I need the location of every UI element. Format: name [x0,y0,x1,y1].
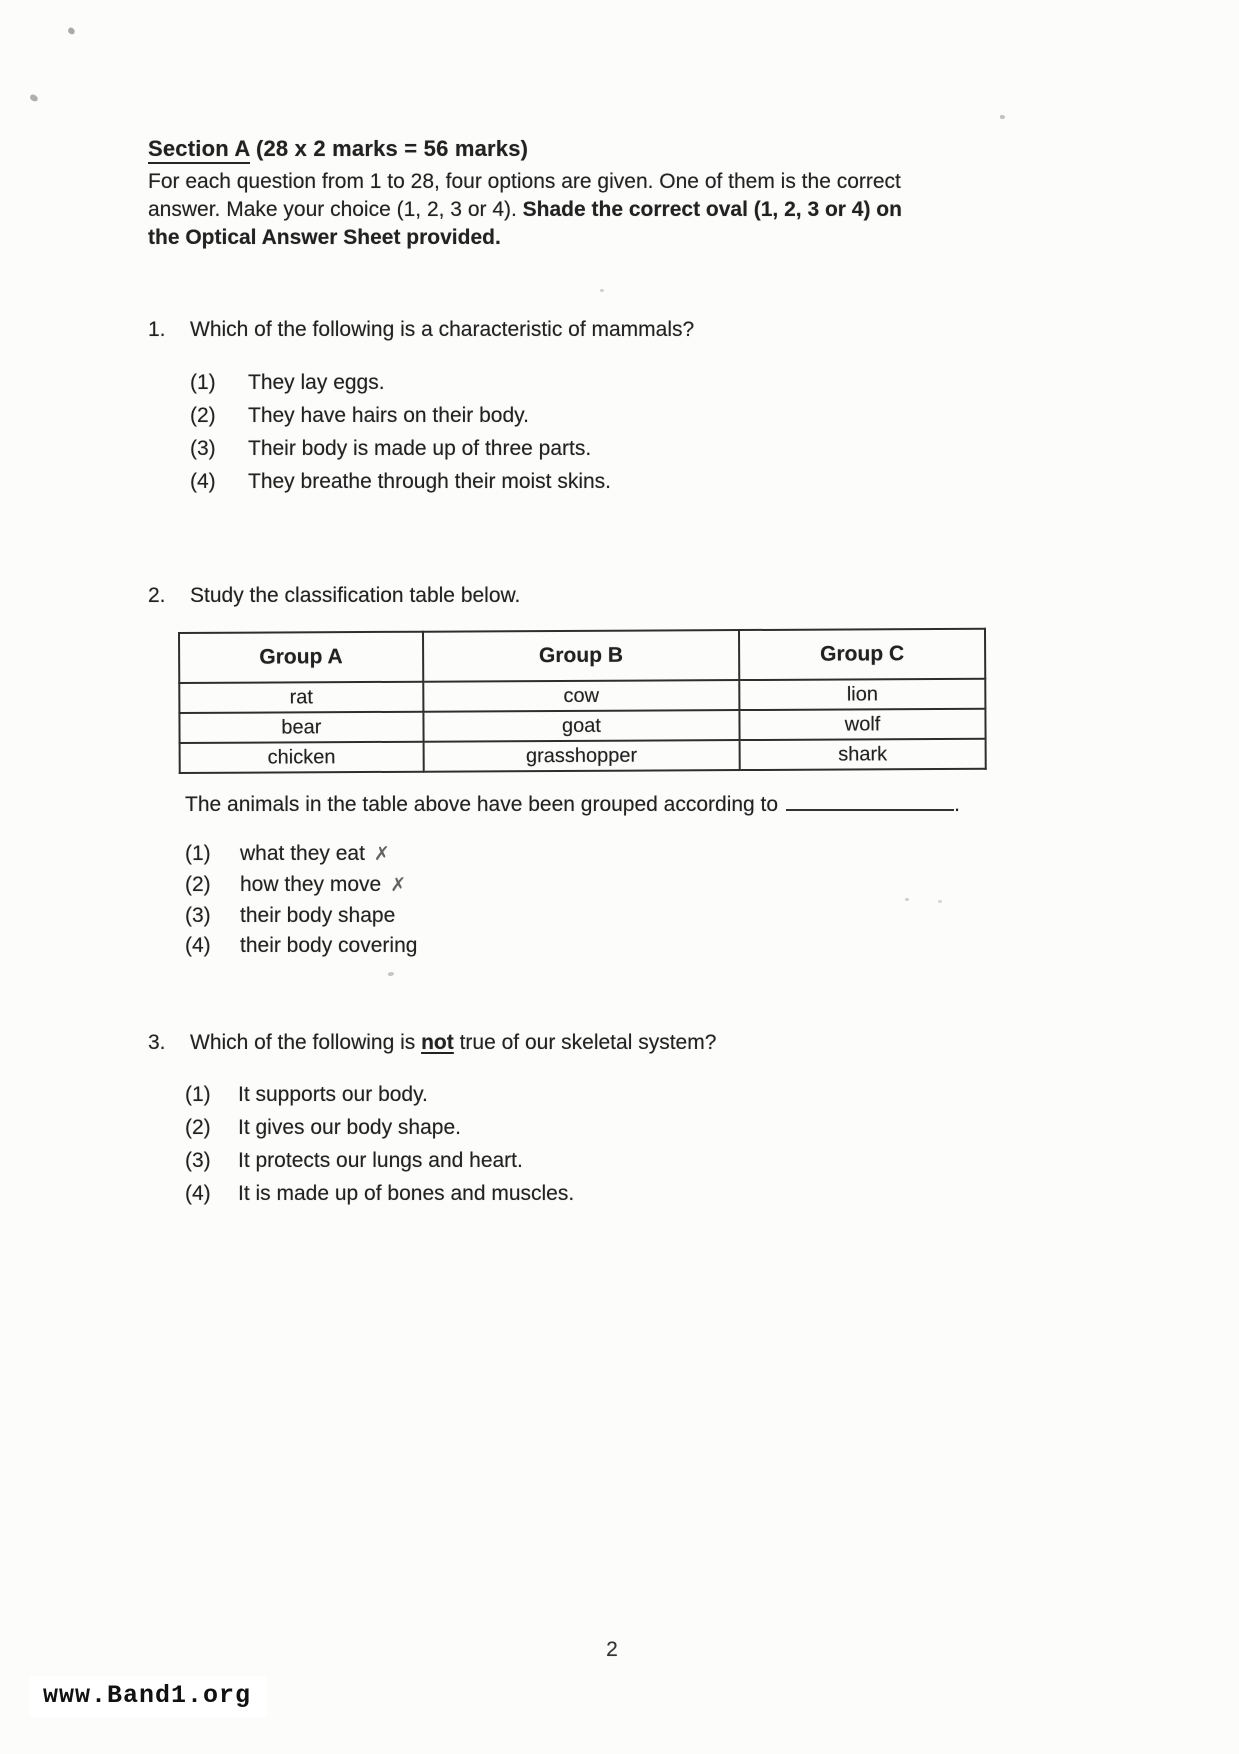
option-row [185,931,417,961]
question-text-before: Which of the following is [190,1031,422,1054]
option-row [185,870,417,901]
pencil-cross-mark: ✗ [390,875,407,896]
question-text-after: true of our skeletal system? [453,1031,717,1054]
instructions-line-2: answer. Make your choice (1, 2, 3 or 4). [148,198,523,221]
scan-speck [905,898,909,901]
scan-speck [388,971,395,976]
option-label: (2) [185,1116,211,1139]
stem-period: . [954,793,960,816]
table-cell: chicken [180,742,424,773]
table-cell: grasshopper [423,740,739,772]
option-text: They lay eggs. [248,371,385,394]
stem-text: The animals in the table above have been grouped according to [185,793,779,816]
table-row [180,739,986,773]
section-marks: (28 x 2 marks = 56 marks) [249,136,529,161]
option-text: They breathe through their moist skins. [248,470,612,493]
question-number: 1. [148,318,166,341]
section-heading [148,136,528,162]
table-header-cell: Group B [423,630,740,682]
table-cell: lion [739,679,985,710]
table-header-row [179,629,985,683]
scan-speck [29,94,39,103]
option-row [185,839,417,870]
question-text: Study the classification table below. [190,584,521,607]
option-label: (1) [185,842,211,865]
option-text: what they eat [240,842,365,865]
table-cell: goat [423,710,739,742]
table-header-cell: Group C [739,629,985,680]
question-text-not: not [421,1031,454,1054]
option-row [185,1177,574,1210]
table-cell: shark [740,739,986,770]
option-label: (4) [185,934,211,957]
table-cell: bear [179,712,423,743]
question-3 [148,1031,716,1055]
option-label: (2) [190,404,216,427]
instructions-line-1: For each question from 1 to 28, four options are given. One of them is the correct [148,170,901,193]
option-row [185,901,417,931]
table-header-cell: Group A [179,632,423,683]
instructions-line-2-bold: Shade the correct oval (1, 2, 3 or 4) on [522,198,902,221]
watermark: www.Band1.org [30,1676,267,1717]
table-row [179,709,985,743]
question-3-options [185,1078,574,1210]
option-row [190,432,611,465]
question-2-stem [185,793,960,817]
table-row [179,679,985,713]
option-text: It protects our lungs and heart. [238,1149,523,1172]
question-2 [148,584,520,608]
question-1 [148,318,694,342]
question-number: 3. [148,1031,166,1054]
scan-speck [1000,115,1005,119]
question-2-options [185,839,417,961]
option-text: They have hairs on their body. [248,404,529,427]
instructions-line-3-bold: the Optical Answer Sheet provided. [148,226,501,249]
question-number: 2. [148,584,166,607]
question-1-options [190,366,611,498]
option-text: It is made up of bones and muscles. [238,1182,575,1205]
option-row [190,366,611,399]
option-text: It supports our body. [238,1083,428,1106]
scan-speck [67,27,76,36]
option-label: (2) [185,873,211,896]
scan-speck [600,289,604,292]
table-cell: wolf [739,709,985,740]
option-label: (1) [190,371,216,394]
classification-table-wrap [178,628,987,774]
option-label: (3) [185,904,211,927]
option-row [185,1111,574,1144]
question-text: Which of the following is a characteristic of mammals? [190,318,695,341]
table-cell: rat [179,682,423,713]
option-row [190,465,611,498]
option-row [190,399,611,432]
option-text: Their body is made up of three parts. [248,437,592,460]
option-row [185,1144,574,1177]
answer-blank [786,795,954,811]
option-text: their body shape [240,904,396,927]
option-row [185,1078,574,1111]
option-label: (3) [185,1149,211,1172]
option-label: (3) [190,437,216,460]
option-label: (4) [185,1182,211,1205]
scan-speck [938,900,942,903]
option-text: It gives our body shape. [238,1116,461,1139]
classification-table [178,628,987,774]
section-instructions [148,168,988,252]
pencil-cross-mark: ✗ [373,844,390,865]
option-text: how they move [240,873,382,896]
table-cell: cow [423,680,739,712]
option-label: (1) [185,1083,211,1106]
option-text: their body covering [240,934,418,957]
page-number: 2 [606,1638,618,1661]
option-label: (4) [190,470,216,493]
section-title: Section A [148,136,250,164]
